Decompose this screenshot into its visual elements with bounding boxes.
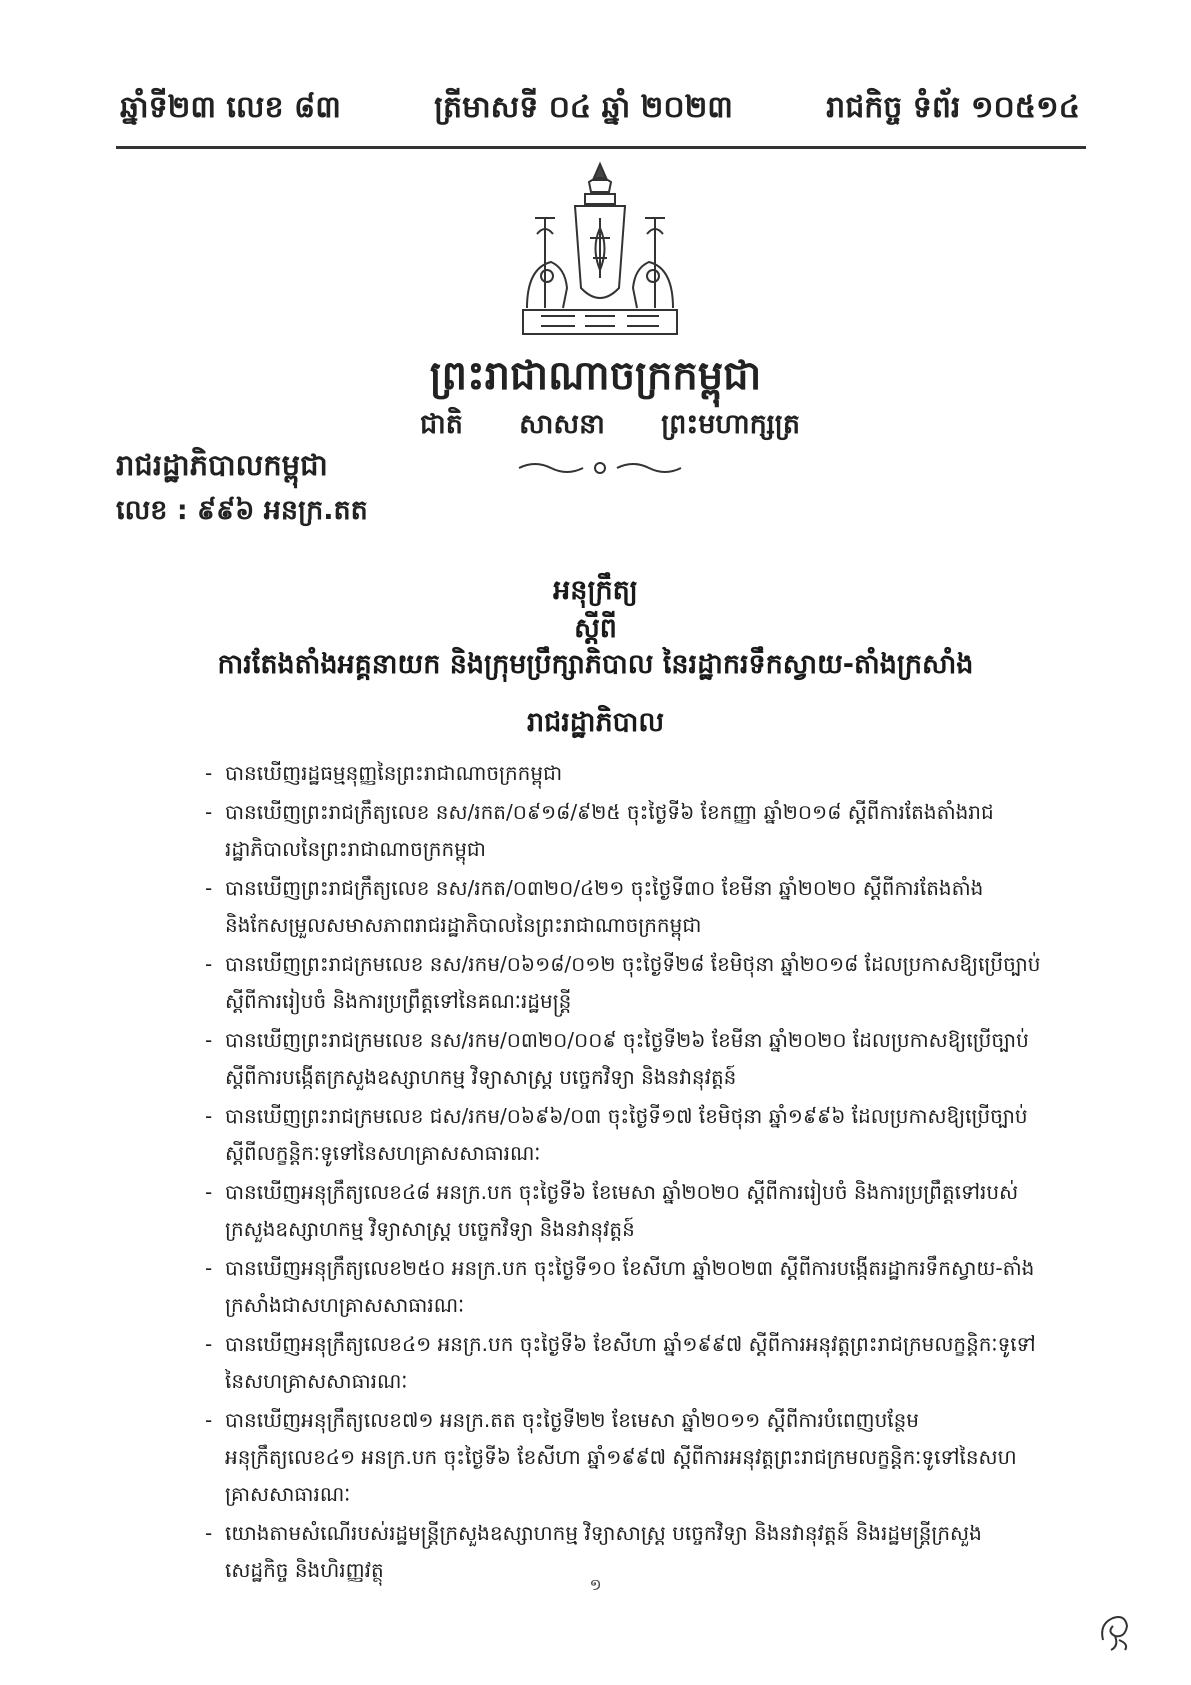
preamble-clauses — [205, 755, 1045, 1589]
reference-number: លេខ : ៩៩៦ អនក្រ.តត — [116, 495, 368, 526]
document-type: អនុក្រឹត្យ — [553, 575, 638, 606]
issuing-authority: រាជរដ្ឋាភិបាល — [526, 707, 665, 738]
preamble-clause: - បានឃើញព្រះរាជក្រឹត្យលេខ នស/រកត/០៣២០/៤២១ ចុះថ្ងៃទី៣០ ខែមីនា ឆ្នាំ២០២០ ស្តីពីការតែងតាំង និងកែសម្រួលសមាសភាពរាជរដ្ឋាភិបាលនៃព្រះរាជាណាចក្រកម្ពុជា — [205, 870, 1045, 944]
preamble-clause: - បានឃើញអនុក្រឹត្យលេខ៤១ អនក្រ.បក ចុះថ្ងៃទី៦ ខែសីហា ឆ្នាំ១៩៩៧ ស្តីពីការអនុវត្តព្រះរាជក្រមលក្ខន្តិកៈទូទៅនៃសហគ្រាសសាធារណៈ — [205, 1326, 1045, 1400]
header-date: ត្រីមាសទី ០៤ ឆ្នាំ ២០២៣ — [434, 90, 733, 125]
gazette-header — [120, 88, 1080, 132]
header-gazette-page: រាជកិច្ច ទំព័រ ១០៥១៤ — [826, 90, 1080, 125]
national-motto — [420, 408, 800, 447]
issuer-name: រាជរដ្ឋាភិបាលកម្ពុជា — [116, 448, 328, 482]
preamble-clause: - បានឃើញរដ្ឋធម្មនុញ្ញនៃព្រះរាជាណាចក្រកម្ពុជា — [205, 755, 1045, 792]
kingdom-title: ព្រះរាជាណាចក្រកម្ពុជា — [429, 353, 762, 399]
handwritten-initial-icon — [1095, 1610, 1135, 1654]
preamble-clause: - បានឃើញព្រះរាជក្រឹត្យលេខ នស/រកត/០៩១៨/៩២៥ ចុះថ្ងៃទី៦ ខែកញ្ញា ឆ្នាំ២០១៨ ស្តីពីការតែងតាំងរាជរដ្ឋាភិបាលនៃព្រះរាជាណាចក្រកម្ពុជា — [205, 794, 1045, 868]
preamble-clause: - យោងតាមសំណើរបស់រដ្ឋមន្ត្រីក្រសួងឧស្សាហកម្ម វិទ្យាសាស្ត្រ បច្ចេកវិទ្យា និងនវានុវត្តន៍ និងរដ្ឋមន្ត្រីក្រសួងសេដ្ឋកិច្ច និងហិរញ្ញវត្ថុ — [205, 1515, 1045, 1589]
page-number: ១ — [589, 1575, 602, 1594]
motto-nation: ជាតិ — [420, 409, 463, 440]
ornament-flourish-icon — [515, 458, 685, 478]
royal-coat-of-arms-icon — [505, 158, 695, 348]
preamble-clause: - បានឃើញព្រះរាជក្រមលេខ ជស/រកម/០៦៩៦/០៣ ចុះថ្ងៃទី១៧ ខែមិថុនា ឆ្នាំ១៩៩៦ ដែលប្រកាសឱ្យប្រើច្បាប់ស្តីពីលក្ខន្តិកៈទូទៅនៃសហគ្រាសសាធារណៈ — [205, 1098, 1045, 1172]
preamble-clause: - បានឃើញព្រះរាជក្រមលេខ នស/រកម/០៣២០/០០៩ ចុះថ្ងៃទី២៦ ខែមីនា ឆ្នាំ២០២០ ដែលប្រកាសឱ្យប្រើច្បាប់ស្តីពីការបង្កើតក្រសួងឧស្សាហកម្ម វិទ្យាសាស្ត្រ បច្ចេកវិទ្យា និងនវានុវត្តន៍ — [205, 1022, 1045, 1096]
motto-king: ព្រះមហាក្សត្រ — [661, 409, 800, 440]
preamble-clause: - បានឃើញអនុក្រឹត្យលេខ២៥០ អនក្រ.បក ចុះថ្ងៃទី១០ ខែសីហា ឆ្នាំ២០២៣ ស្តីពីការបង្កើតរដ្ឋាករទឹកស្វាយ-តាំងក្រសាំងជាសហគ្រាសសាធារណៈ — [205, 1250, 1045, 1324]
document-about: ស្តីពី — [574, 613, 617, 644]
header-rule — [116, 146, 1086, 149]
document-subject: ការតែងតាំងអគ្គនាយក និងក្រុមប្រឹក្សាភិបាល នៃរដ្ឋាករទឹកស្វាយ-តាំងក្រសាំង — [217, 649, 974, 680]
preamble-clause: - បានឃើញអនុក្រឹត្យលេខ៤៨ អនក្រ.បក ចុះថ្ងៃទី៦ ខែមេសា ឆ្នាំ២០២០ ស្តីពីការរៀបចំ និងការប្រព្រឹត្តទៅរបស់ក្រសួងឧស្សាហកម្ម វិទ្យាសាស្ត្រ បច្ចេកវិទ្យា និងនវានុវត្តន៍ — [205, 1174, 1045, 1248]
header-year-issue: ឆ្នាំទី២៣ លេខ ៨៣ — [120, 90, 341, 125]
preamble-clause: - បានឃើញអនុក្រឹត្យលេខ៧១ អនក្រ.តត ចុះថ្ងៃទី២២ ខែមេសា ឆ្នាំ២០១១ ស្តីពីការបំពេញបន្ថែមអនុក្រឹត្យលេខ៤១ អនក្រ.បក ចុះថ្ងៃទី៦ ខែសីហា ឆ្នាំ១៩៩៧ ស្តីពីការអនុវត្តព្រះរាជក្រមលក្ខន្តិកៈទូទៅនៃសហគ្រាសសាធារណៈ — [205, 1402, 1045, 1513]
motto-religion: សាសនា — [519, 409, 605, 440]
preamble-clause: - បានឃើញព្រះរាជក្រមលេខ នស/រកម/០៦១៨/០១២ ចុះថ្ងៃទី២៨ ខែមិថុនា ឆ្នាំ២០១៨ ដែលប្រកាសឱ្យប្រើច្បាប់ស្តីពីការរៀបចំ និងការប្រព្រឹត្តទៅនៃគណៈរដ្ឋមន្ត្រី — [205, 946, 1045, 1020]
